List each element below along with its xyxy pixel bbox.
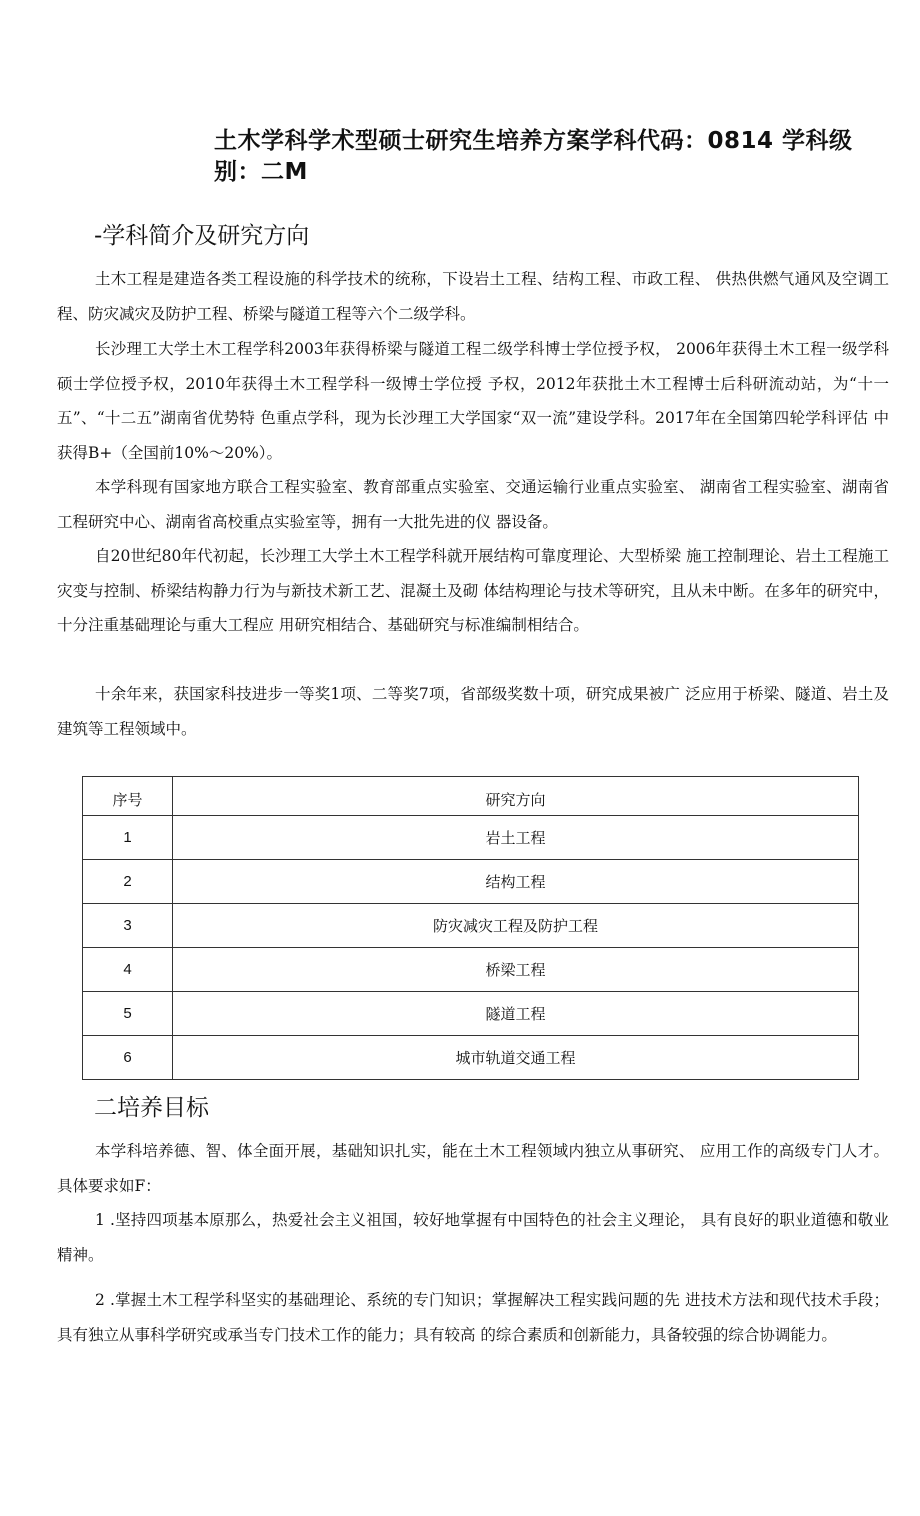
header-index: 序号 — [83, 777, 173, 816]
paragraph: 自20世纪80年代初起，长沙理工大学土木工程学科就开展结构可靠度理论、大型桥梁 施工控制理论、岩土工程施工灾变与控制、桥梁结构静力行为与新技术新工艺、混凝土及砌 体结构理论与技术等研究，且从未中断。在多年的研究中，十分注重基础理论与重大工程应 用研究相结合、基础研究与标准编制相结合。 — [57, 547, 889, 634]
row-direction: 隧道工程 — [173, 992, 859, 1036]
row-direction: 岩土工程 — [173, 816, 859, 860]
paragraph: 长沙理工大学土木工程学科2003年获得桥梁与隧道工程二级学科博士学位授予权， 2006年获得土木工程一级学科硕士学位授予权，2010年获得土木工程学科一级博士学位授 予权，2012年获批土木工程博士后科研流动站，为“十一五”、“十二五”湖南省优势特 色重点学科，现为长沙理工大学国家“双一流”建设学科。2017年在全国第四轮学科评估 中获得B+（全国前10%〜20%）。 — [57, 340, 889, 462]
table-row — [83, 992, 859, 1036]
table-row — [83, 1036, 859, 1080]
paragraph: 土木工程是建造各类工程设施的科学技术的统称，下设岩土工程、结构工程、市政工程、 供热供燃气通风及空调工程、防灾减灾及防护工程、桥梁与隧道工程等六个二级学科。 — [57, 270, 889, 323]
row-index: 2 — [83, 860, 173, 904]
row-direction: 城市轨道交通工程 — [173, 1036, 859, 1080]
header-direction: 研究方向 — [173, 777, 859, 816]
row-index: 6 — [83, 1036, 173, 1080]
table-row — [83, 816, 859, 860]
row-index: 5 — [83, 992, 173, 1036]
paragraph: 本学科培养德、智、体全面开展，基础知识扎实，能在土木工程领域内独立从事研究、 应用工作的高级专门人才。具体要求如F： — [57, 1142, 889, 1195]
paragraph: 十余年来，获国家科技进步一等奖1项、二等奖7项，省部级奖数十项，研究成果被广 泛应用于桥梁、隧道、岩土及建筑等工程领域中。 — [57, 685, 889, 738]
table-row — [83, 860, 859, 904]
list-item: 2 .掌握土木工程学科坚实的基础理论、系统的专门知识；掌握解决工程实践问题的先 进技术方法和现代技术手段；具有独立从事科学研究或承当专门技术工作的能力；具有较高 的综合素质和创新能力，具备较强的综合协调能力。 — [57, 1291, 889, 1344]
row-index: 3 — [83, 904, 173, 948]
table-header-row — [83, 777, 859, 816]
row-index: 1 — [83, 816, 173, 860]
table-row — [83, 948, 859, 992]
row-direction: 防灾减灾工程及防护工程 — [173, 904, 859, 948]
paragraph: 本学科现有国家地方联合工程实验室、教育部重点实验室、交通运输行业重点实验室、 湖南省工程实验室、湖南省工程研究中心、湖南省高校重点实验室等，拥有一大批先进的仪 器设备。 — [57, 478, 889, 531]
row-direction: 结构工程 — [173, 860, 859, 904]
research-direction-table — [82, 776, 859, 1080]
section-heading-goals: 二培养目标 — [94, 1095, 209, 1121]
page-title: 土木学科学术型硕士研究生培养方案学科代码：0814 学科级别：二M — [214, 128, 853, 185]
table-row — [83, 904, 859, 948]
section-heading-intro: -学科简介及研究方向 — [94, 223, 310, 249]
list-item: 1 .坚持四项基本原那么，热爱社会主义祖国，较好地掌握有中国特色的社会主义理论， 具有良好的职业道德和敬业精神。 — [57, 1211, 889, 1264]
row-direction: 桥梁工程 — [173, 948, 859, 992]
row-index: 4 — [83, 948, 173, 992]
